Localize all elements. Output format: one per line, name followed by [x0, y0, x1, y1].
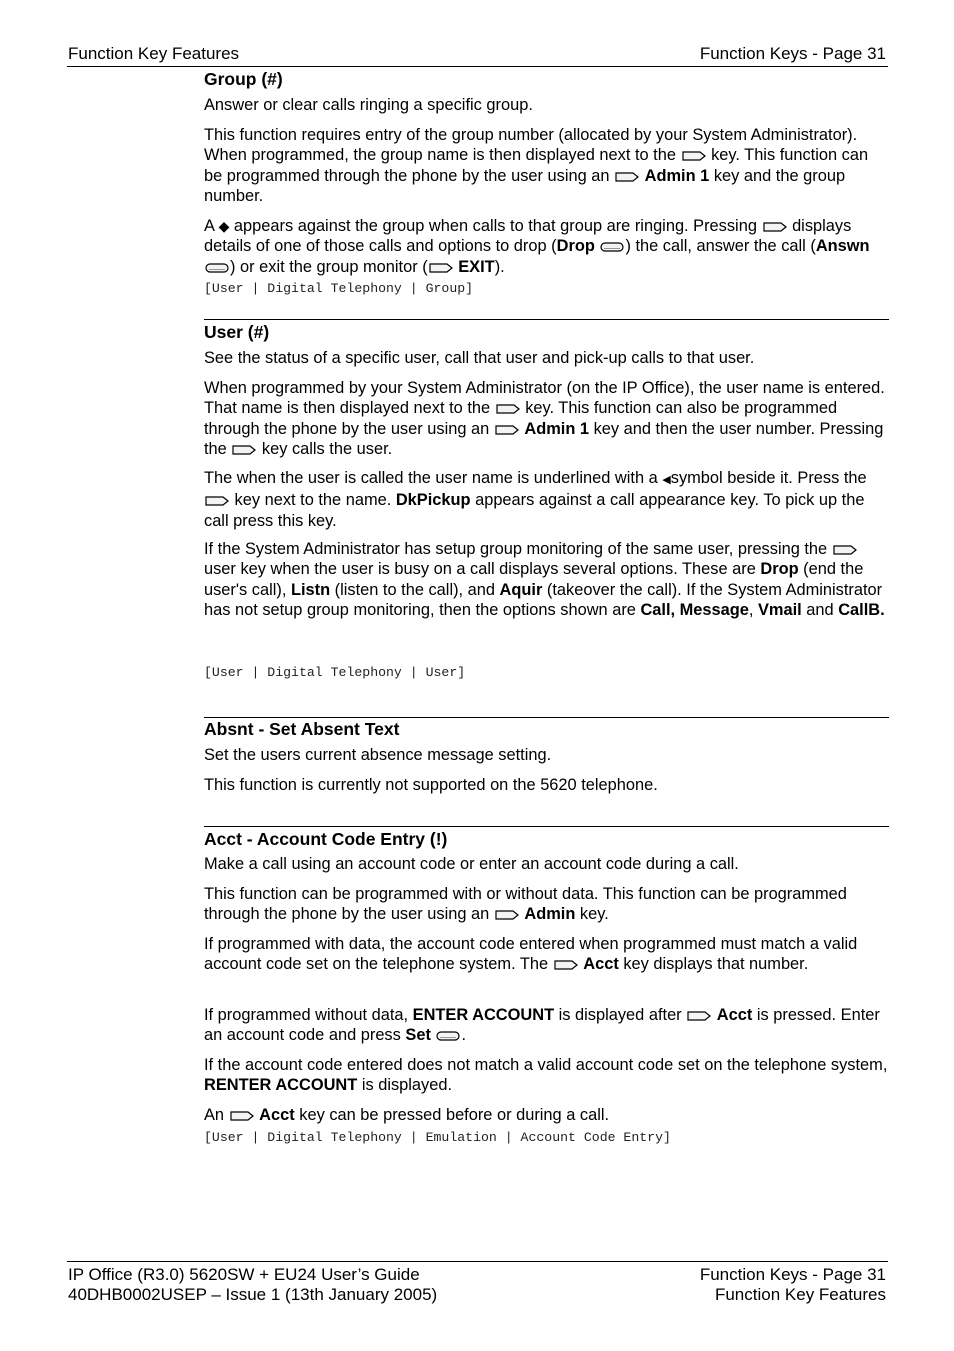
section-title-absnt: Absnt - Set Absent Text: [204, 719, 400, 739]
left-triangle-icon: ◀: [662, 474, 671, 486]
function-key-icon: [230, 1111, 254, 1121]
acct-paragraph-4: If programmed without data, ENTER ACCOUNT is displayed after Acct is pressed. Enter an account code and press Set .: [204, 1006, 880, 1045]
footer-left-line-1: IP Office (R3.0) 5620SW + EU24 User’s Guide: [68, 1265, 420, 1284]
function-key-icon: [763, 222, 787, 232]
section-title-group: Group (#): [204, 69, 283, 89]
user-paragraph-2: When programmed by your System Administrator (on the IP Office), the user name is entered. That name is then displayed next to the key. This function can also be programmed through the phone by the user using an Admin 1 key and then the user number. Pressing the key calls the user.: [204, 379, 885, 458]
user-intro: See the status of a specific user, call that user and pick-up calls to that user.: [204, 349, 755, 367]
function-key-icon: [687, 1011, 711, 1021]
acct-intro: Make a call using an account code or enter an account code during a call.: [204, 855, 739, 873]
header-left: Function Key Features: [68, 44, 240, 63]
user-paragraph-3: The when the user is called the user name is underlined with a ◀symbol beside it. Press the key next to the name. DkPickup appears against a call appearance key. To pick up the call press this key.: [204, 469, 867, 530]
function-key-icon: [682, 151, 706, 161]
soft-key-icon: [436, 1031, 460, 1041]
function-key-icon: [495, 910, 519, 920]
footer-right-line-1: Function Keys - Page 31: [699, 1265, 886, 1284]
function-key-icon: [833, 545, 857, 555]
soft-key-icon: [205, 263, 229, 273]
footer-left-line-2: 40DHB0002USEP – Issue 1 (13th January 2005): [68, 1285, 438, 1304]
acct-menu-path: [User | Digital Telephony | Emulation | Account Code Entry]: [204, 1130, 671, 1145]
section-divider: [204, 319, 889, 320]
group-paragraph-3: A ◆ appears against the group when calls to that group are ringing. Pressing displays details of one of those calls and options to drop (Drop ) the call, answer the call (Answn ) or exit the group monitor ( EXIT).: [204, 217, 870, 276]
acct-paragraph-6: An Acct key can be pressed before or during a call.: [204, 1106, 610, 1124]
user-paragraph-4: If the System Administrator has setup group monitoring of the same user, pressing the user key when the user is busy on a call displays several options. These are Drop (end the user's call), Listn (listen to the call), and Aquir (takeover the call). If the System Administrator has not setup group monitoring, then the options shown are Call, Message, Vmail and CallB.: [204, 540, 885, 619]
section-title-acct: Acct - Account Code Entry (!): [204, 829, 448, 849]
soft-key-icon: [600, 242, 624, 252]
function-key-icon: [205, 496, 229, 506]
function-key-icon: [495, 425, 519, 435]
diamond-icon: ◆: [218, 218, 230, 234]
group-menu-path: [User | Digital Telephony | Group]: [204, 281, 474, 296]
section-title-user: User (#): [204, 322, 270, 342]
function-key-icon: [232, 445, 256, 455]
acct-paragraph-2: This function can be programmed with or without data. This function can be programmed through the phone by the user using an Admin key.: [204, 885, 847, 924]
function-key-icon: [496, 404, 520, 414]
function-key-icon: [615, 172, 639, 182]
absnt-intro: Set the users current absence message setting.: [204, 746, 552, 764]
acct-paragraph-5: If the account code entered does not match a valid account code set on the telephone system, RENTER ACCOUNT is displayed.: [204, 1056, 888, 1095]
absnt-note: This function is currently not supported on the 5620 telephone.: [204, 776, 658, 794]
header-right: Function Keys - Page 31: [699, 44, 886, 63]
footer-right-line-2: Function Key Features: [714, 1285, 886, 1304]
user-menu-path: [User | Digital Telephony | User]: [204, 665, 466, 680]
group-intro: Answer or clear calls ringing a specific group.: [204, 96, 533, 114]
group-paragraph-2: This function requires entry of the group number (allocated by your System Administrator). When programmed, the group name is then displayed next to the key. This function can be programmed through the phone by the user using an Admin 1 key and the group number.: [204, 126, 869, 205]
acct-paragraph-3: If programmed with data, the account code entered when programmed must match a valid account code set on the telephone system. The Acct key displays that number.: [204, 935, 858, 974]
page-header: [67, 44, 888, 67]
section-divider: [204, 826, 889, 827]
page-footer: [67, 1261, 888, 1312]
function-key-icon: [554, 960, 578, 970]
function-key-icon: [429, 263, 453, 273]
